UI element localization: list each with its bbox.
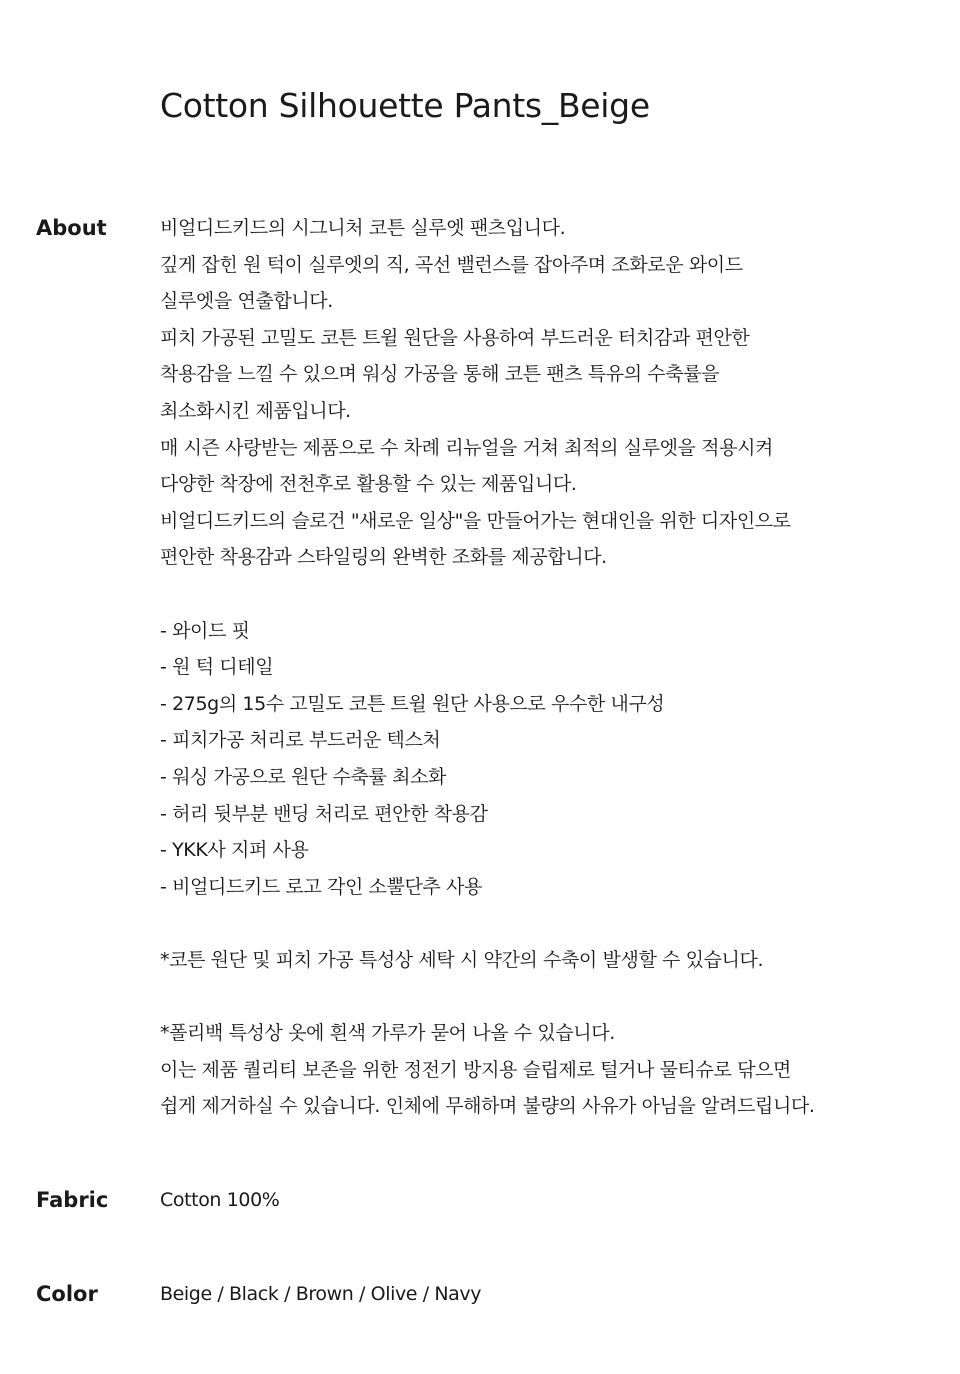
fabric-value: Cotton 100% xyxy=(160,1189,280,1211)
about-content xyxy=(160,210,940,1125)
about-intro-line: 비얼디드키드의 슬로건 "새로운 일상"을 만들어가는 현대인을 위한 디자인으로 xyxy=(160,509,791,532)
polybag-note-line: *폴리백 특성상 옷에 흰색 가루가 묻어 나올 수 있습니다. xyxy=(160,1022,615,1045)
color-value: Beige / Black / Brown / Olive / Navy xyxy=(160,1283,482,1305)
about-intro-line: 매 시즌 사랑받는 제품으로 수 차례 리뉴얼을 거쳐 최적의 실루엣을 적용시켜 xyxy=(160,436,773,459)
color-label: Color xyxy=(36,1282,98,1306)
about-intro-line: 편안한 착용감과 스타일링의 완벽한 조화를 제공합니다. xyxy=(160,546,607,569)
feature-list-item: - 허리 뒷부분 밴딩 처리로 편안한 착용감 xyxy=(160,802,488,825)
paragraph-gap xyxy=(160,978,940,1015)
fabric-label: Fabric xyxy=(36,1188,109,1212)
page-title: Cotton Silhouette Pants_Beige xyxy=(160,86,650,125)
about-intro-line: 착용감을 느낄 수 있으며 워싱 가공을 통해 코튼 팬츠 특유의 수축률을 xyxy=(160,363,720,386)
polybag-note-line: 쉽게 제거하실 수 있습니다. 인체에 무해하며 불량의 사유가 아님을 알려드립니다. xyxy=(160,1095,815,1118)
shrink-note: *코튼 원단 및 피치 가공 특성상 세탁 시 약간의 수축이 발생할 수 있습니다. xyxy=(160,948,764,971)
about-intro-line: 다양한 착장에 전천후로 활용할 수 있는 제품입니다. xyxy=(160,473,577,496)
paragraph-gap xyxy=(160,576,940,613)
about-label: About xyxy=(36,216,107,240)
about-intro-line: 비얼디드키드의 시그니처 코튼 실루엣 팬츠입니다. xyxy=(160,217,566,239)
about-intro-line: 피치 가공된 고밀도 코튼 트윌 원단을 사용하여 부드러운 터치감과 편안한 xyxy=(160,326,750,349)
feature-list-item: - 비얼디드키드 로고 각인 소뿔단추 사용 xyxy=(160,875,482,898)
feature-list-item: - 워싱 가공으로 원단 수축률 최소화 xyxy=(160,765,447,788)
polybag-note-line: 이는 제품 퀄리티 보존을 위한 정전기 방지용 슬립제로 털거나 물티슈로 닦으면 xyxy=(160,1058,791,1081)
feature-list-item: - YKK사 지퍼 사용 xyxy=(160,839,309,862)
feature-list-item: - 와이드 핏 xyxy=(160,619,250,642)
feature-list-item: - 원 턱 디테일 xyxy=(160,656,274,679)
paragraph-gap xyxy=(160,905,940,942)
about-intro-line: 깊게 잡힌 원 턱이 실루엣의 직, 곡선 밸런스를 잡아주며 조화로운 와이드 xyxy=(160,253,743,276)
feature-list-item: - 275g의 15수 고밀도 코튼 트윌 원단 사용으로 우수한 내구성 xyxy=(160,692,665,715)
feature-list-item: - 피치가공 처리로 부드러운 텍스처 xyxy=(160,729,441,752)
about-intro-line: 실루엣을 연출합니다. xyxy=(160,290,333,313)
about-intro-line: 최소화시킨 제품입니다. xyxy=(160,399,351,422)
